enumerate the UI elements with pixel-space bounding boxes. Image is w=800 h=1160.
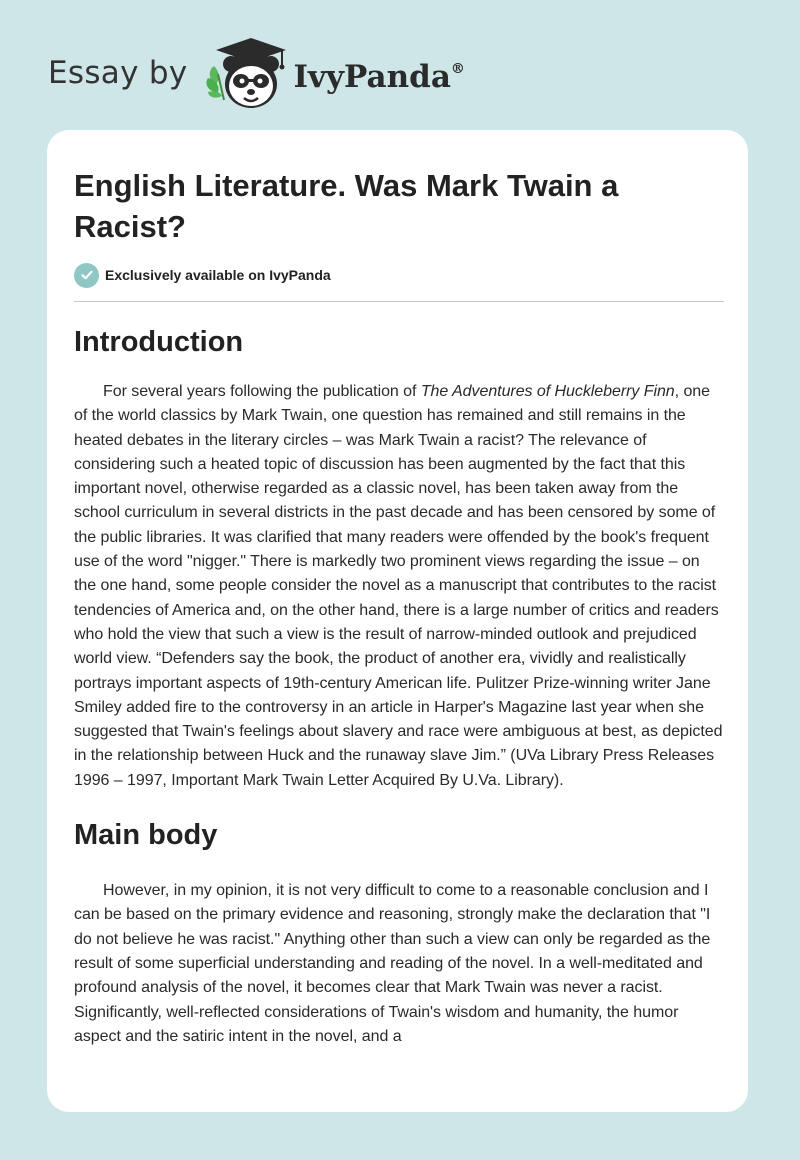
exclusive-text: Exclusively available on IvyPanda bbox=[105, 267, 331, 283]
panda-graduate-icon[interactable] bbox=[204, 34, 294, 114]
divider bbox=[74, 301, 724, 302]
essay-by-label: Essay by bbox=[48, 55, 188, 91]
main-body-paragraph: However, in my opinion, it is not very difficult to come to a reasonable conclusion and I can be based on the primary evidence and reasoning, strongly make the declaration that "I do not believe he was racist." Anything other than such a view can only be regarded as the result of some superficial understanding and reading of the novel. In a well-meditated and profound analysis of the novel, it becomes clear that Mark Twain was never a racist. Significantly, well-reflected considerations of Twain's wisdom and humanity, the humor aspect and the satiric intent in the novel, and a bbox=[74, 882, 711, 1045]
essay-content bbox=[74, 165, 724, 1049]
introduction-paragraph: For several years following the publication of The Adventures of Huckleberry Finn, one of the world classics by Mark Twain, one question has remained and still remains in the heated debates in the literary circles – was Mark Twain a racist? The relevance of considering such a heated topic of discussion has been augmented by the fact that this important novel, otherwise regarded as a classic novel, has been taken away from the school curriculum in several districts in the past decade and has been censored by some of the public libraries. It was clarified that many readers were offended by the book's frequent use of the word "nigger." There is markedly two prominent views regarding the issue – on the one hand, some people consider the novel as a manuscript that contributes to the racist tendencies of America and, on the other hand, there is a large number of critics and readers who hold the view that such a view is the result of narrow-minded outlook and prejudiced world view. “Defenders say the book, the product of another era, vividly and realistically portrays important aspects of 19th-century American life. Pulitzer Prize-winning writer Jane Smiley added fire to the controversy in an article in Harper's Magazine last year when she suggested that Twain's feelings about slavery and race were ambiguous at best, as depicted in the relationship between Huck and the runaway slave Jim.” (UVa Library Press Releases 1996 – 1997, Important Mark Twain Letter Acquired By U.Va. Library). bbox=[74, 383, 723, 789]
ivypanda-brand[interactable]: IvyPanda® bbox=[293, 59, 465, 95]
section-heading-main-body: Main body bbox=[74, 819, 218, 852]
essay-title: English Literature. Was Mark Twain a Racist? bbox=[74, 168, 619, 244]
essay-card bbox=[47, 130, 748, 1112]
section-heading-introduction: Introduction bbox=[74, 326, 244, 358]
check-circle-icon bbox=[74, 263, 99, 288]
book-title: The Adventures of Huckleberry Finn bbox=[420, 383, 675, 400]
registered-mark: ® bbox=[450, 61, 465, 77]
exclusive-badge bbox=[74, 262, 724, 288]
site-header bbox=[48, 34, 465, 114]
